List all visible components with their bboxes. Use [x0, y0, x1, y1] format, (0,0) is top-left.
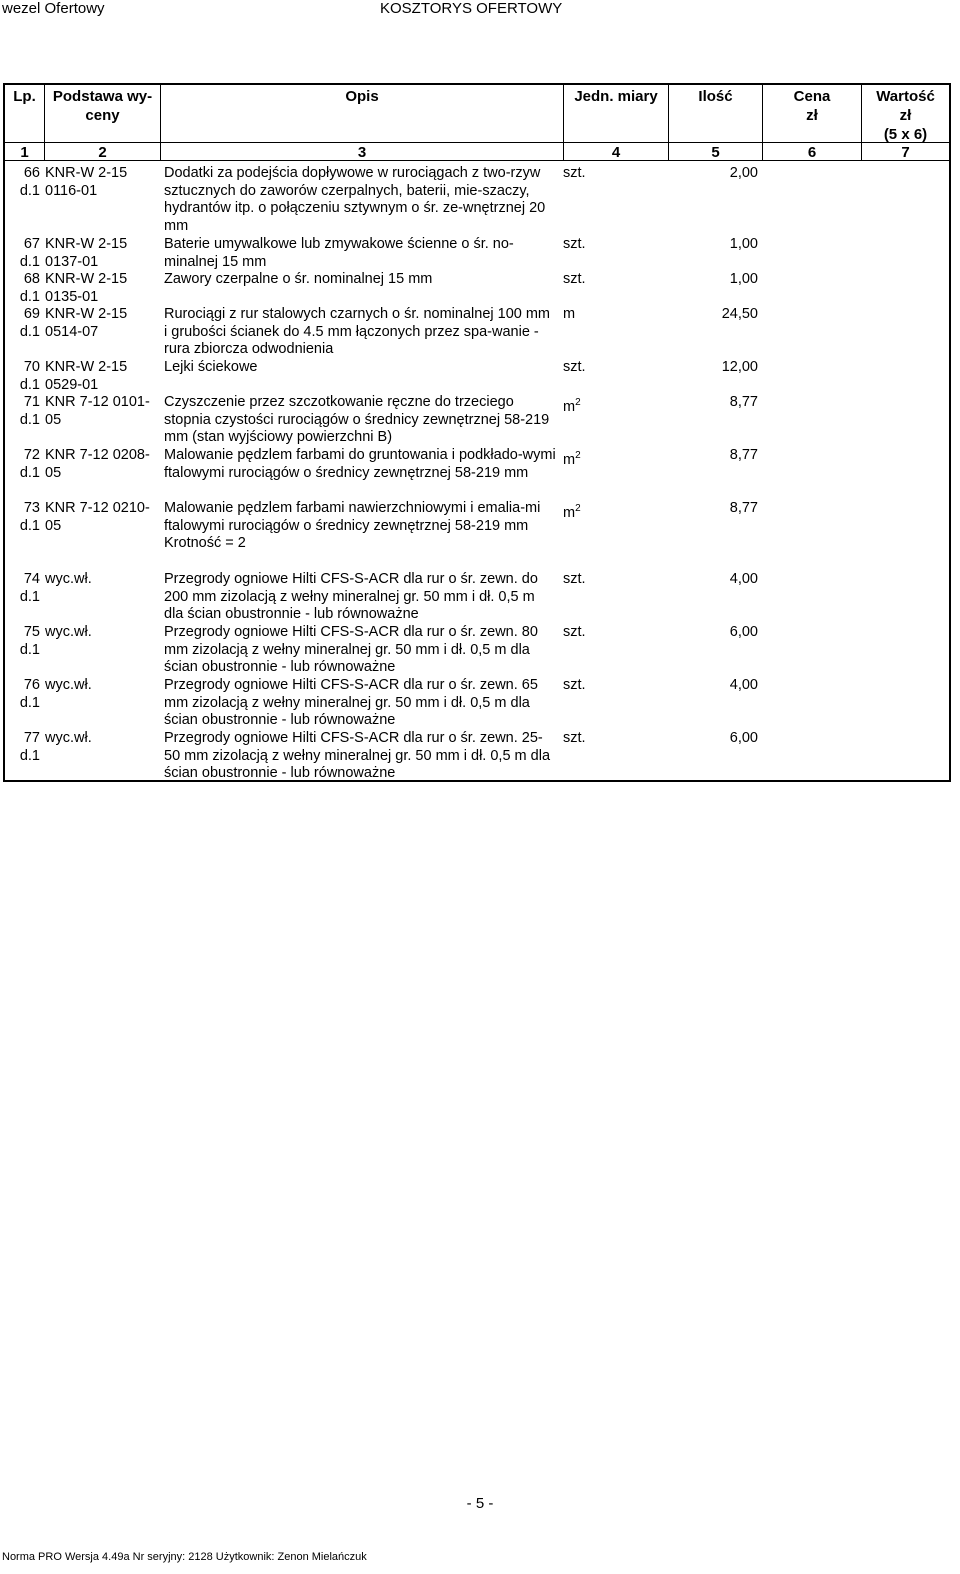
row-opis: Baterie umywalkowe lub zmywakowe ścienne o śr. no-minalnej 15 mm: [164, 236, 514, 270]
row-jedn: $m^2$: [563, 397, 581, 415]
row-jedn: szt.: [563, 165, 586, 181]
row-lp-sub: d.1: [19, 694, 40, 711]
row-lp-sub: d.1: [19, 376, 40, 393]
row-podstawa: KNR 7-12 0210- 05: [45, 500, 150, 534]
col-number: 2: [98, 144, 107, 161]
row-lp: 77: [23, 730, 40, 746]
row-jedn: szt.: [563, 359, 586, 375]
col-number: 3: [357, 144, 367, 161]
row-jedn: szt.: [563, 730, 586, 746]
row-opis: Przegrody ogniowe Hilti CFS-S-ACR dla rur o śr. zewn. 25-50 mm zizolacją z wełny mineralnej gr. 50 mm i dł. 0,5 m dla ścian obustronnie - lub równoważne: [164, 730, 551, 782]
row-jedn: szt.: [563, 624, 586, 640]
row-podstawa: KNR 7-12 0101- 05: [45, 394, 150, 428]
row-ilosc: 4,00: [729, 571, 758, 587]
col-number: 4: [611, 144, 621, 161]
row-opis: [164, 500, 556, 553]
row-podstawa: wyc.wł.: [45, 677, 92, 693]
row-lp: 74: [23, 571, 40, 587]
row-ilosc: 8,77: [729, 394, 758, 410]
row-ilosc: 24,50: [721, 306, 758, 322]
row-ilosc: 6,00: [729, 624, 758, 640]
row-lp: 71: [23, 394, 40, 410]
row-ilosc: 8,77: [729, 447, 758, 463]
row-podstawa: KNR-W 2-15 0116-01: [45, 165, 128, 199]
row-opis: Przegrody ogniowe Hilti CFS-S-ACR dla rur o śr. zewn. 65 mm zizolacją z wełny mineralnej gr. 50 mm i dł. 0,5 m dla ścian obustronnie - lub równoważne: [164, 677, 538, 729]
row-jedn: $m^2$: [563, 503, 581, 521]
row-opis: Przegrody ogniowe Hilti CFS-S-ACR dla rur o śr. zewn. do 200 mm zizolacją z wełny mineralnej gr. 50 mm i dł. 0,5 m dla ścian obustronnie - lub równoważne: [164, 571, 538, 623]
row-podstawa: KNR-W 2-15 0137-01: [45, 236, 128, 270]
col-header-jedn: Jedn. miary: [574, 88, 658, 105]
row-opis: Czyszczenie przez szczotkowanie ręczne do trzeciego stopnia czystości rurociągów o średnicy zewnętrznej 58-219 mm (stan wyjściowy powierzchni B): [164, 394, 550, 446]
row-lp: 66: [23, 165, 40, 181]
row-lp: 69: [23, 306, 40, 322]
row-lp-sub: d.1: [19, 747, 40, 764]
row-jedn: $m^2$: [563, 450, 581, 468]
row-ilosc: 1,00: [729, 236, 758, 252]
row-opis-note: Krotność = 2: [164, 535, 246, 552]
row-lp: 72: [23, 447, 40, 463]
col-header-lp: Lp.: [13, 88, 36, 105]
col-number: 7: [901, 144, 910, 161]
row-lp-sub: d.1: [19, 411, 40, 428]
row-lp: 73: [23, 500, 40, 516]
row-jedn: szt.: [563, 677, 586, 693]
row-jedn: szt.: [563, 571, 586, 587]
row-opis-text: Malowanie pędzlem farbami nawierzchniowymi i emalia-mi ftalowymi rurociągów o średnicy zewnętrznej 58-219 mm: [164, 500, 541, 534]
page-number: - 5 -: [466, 1495, 494, 1512]
row-ilosc: 4,00: [729, 677, 758, 693]
row-lp-sub: d.1: [19, 288, 40, 305]
row-opis: Dodatki za podejścia dopływowe w rurociągach z two-rzyw sztucznych do zaworów czerpalnych, baterii, mie-szaczy, hydrantów itp. o połączeniu sztywnym o śr. ze-wnętrznej 20 mm: [164, 165, 546, 234]
col-header-podstawa: Podstawa wy- ceny: [52, 88, 153, 124]
row-podstawa: wyc.wł.: [45, 730, 92, 746]
row-lp: 76: [23, 677, 40, 693]
row-lp-sub: d.1: [19, 182, 40, 199]
row-lp-sub: d.1: [19, 517, 40, 534]
row-podstawa: KNR-W 2-15 0135-01: [45, 271, 128, 305]
row-opis: Rurociągi z rur stalowych czarnych o śr. nominalnej 100 mm i grubości ścianek do 4.5 mm łączonych przez spa-wanie - rura zbiorcza odwodnienia: [164, 306, 551, 358]
row-lp-sub: d.1: [19, 641, 40, 658]
row-ilosc: 1,00: [729, 271, 758, 287]
col-number: 6: [807, 144, 817, 161]
row-podstawa: wyc.wł.: [45, 571, 92, 587]
row-lp: 68: [23, 271, 40, 287]
row-ilosc: 8,77: [729, 500, 758, 516]
row-lp-sub: d.1: [19, 464, 40, 481]
row-opis: Zawory czerpalne o śr. nominalnej 15 mm: [164, 271, 433, 287]
col-header-cena: Cena zł: [793, 88, 831, 124]
software-footer: Norma PRO Wersja 4.49a Nr seryjny: 2128 Użytkownik: Zenon Mielańczuk: [2, 1551, 367, 1563]
row-podstawa: KNR-W 2-15 0529-01: [45, 359, 128, 393]
row-lp: 67: [23, 236, 40, 252]
row-jedn: szt.: [563, 271, 586, 287]
row-opis: Przegrody ogniowe Hilti CFS-S-ACR dla rur o śr. zewn. 80 mm zizolacją z wełny mineralnej gr. 50 mm i dł. 0,5 m dla ścian obustronnie - lub równoważne: [164, 624, 538, 676]
col-header-opis: Opis: [345, 88, 379, 105]
row-opis: Malowanie pędzlem farbami do gruntowania i podkłado-wymi ftalowymi rurociągów o średnicy zewnętrznej 58-219 mm: [164, 447, 556, 481]
row-lp-sub: d.1: [19, 323, 40, 340]
row-lp-sub: d.1: [19, 588, 40, 605]
row-jedn: szt.: [563, 236, 586, 252]
col-number: 1: [20, 144, 29, 161]
row-podstawa: KNR-W 2-15 0514-07: [45, 306, 128, 340]
col-header-ilosc: Ilość: [698, 88, 733, 105]
row-lp: 70: [23, 359, 40, 375]
row-podstawa: KNR 7-12 0208- 05: [45, 447, 150, 481]
row-lp-sub: d.1: [19, 253, 40, 270]
row-ilosc: 2,00: [729, 165, 758, 181]
row-ilosc: 12,00: [721, 359, 758, 375]
row-jedn: m: [563, 306, 576, 322]
row-opis: Lejki ściekowe: [164, 359, 258, 375]
col-header-wartosc: Wartość zł (5 x 6): [876, 88, 935, 143]
row-ilosc: 6,00: [729, 730, 758, 746]
document-header-left: wezel Ofertowy: [2, 0, 105, 17]
col-number: 5: [711, 144, 720, 161]
row-podstawa: wyc.wł.: [45, 624, 92, 640]
document-header-center: KOSZTORYS OFERTOWY: [380, 0, 563, 17]
row-lp: 75: [23, 624, 40, 640]
